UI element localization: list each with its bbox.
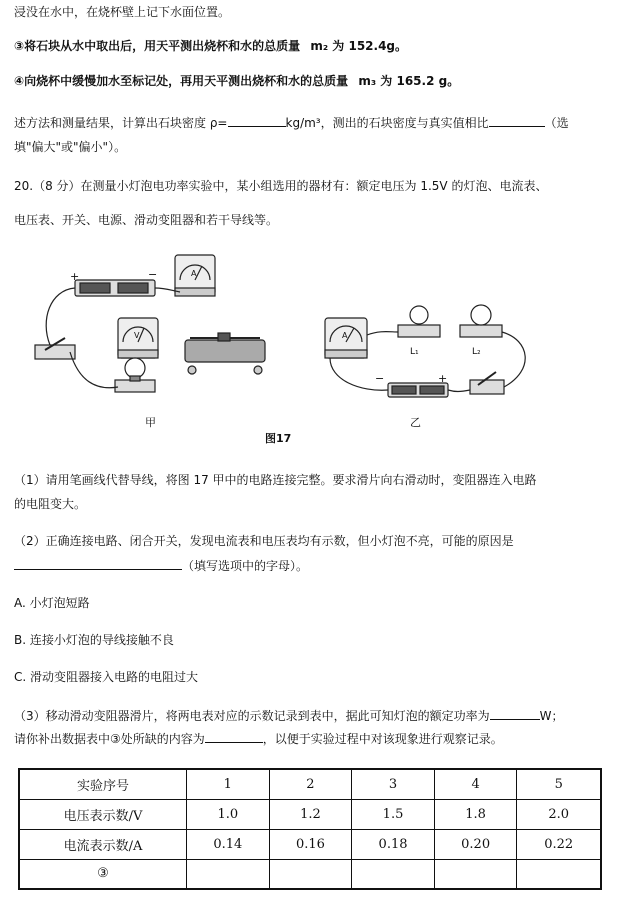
question-1-line2: 的电阻变大。 [14,497,87,511]
table-header-cell: 1 [187,769,270,799]
text-line-step4 [14,73,459,89]
label-l1: L₁ [410,347,419,357]
table-header-cell: 3 [352,769,435,799]
option-b: B. 连接小灯泡的导线接触不良 [14,633,174,647]
ammeter-letter-yi: A [342,331,348,340]
density-unit-compare: kg/m³，测出的石块密度与真实值相比 [285,116,489,130]
table-row [19,859,601,889]
density-suffix: （选 [544,116,569,130]
table-cell: 0.20 [434,829,517,859]
density-prefix: 述方法和测量结果，计算出石块密度 ρ= [14,116,228,130]
question-2-line1: （2）正确连接电路、闭合开关，发现电流表和电压表均有示数，但小灯泡不亮，可能的原因是 [14,534,514,548]
question-3-line2 [14,730,503,747]
table-cell: 0.14 [187,829,270,859]
table-header-cell: 4 [434,769,517,799]
question-20-line1: 20.（8 分）在测量小灯泡电功率实验中，某小组选用的器材有：额定电压为 1.5V 的灯泡、电流表、 [14,179,548,193]
battery-yi [388,383,448,397]
switch-yi [470,372,504,394]
table-cell: 0.18 [352,829,435,859]
table-cell: 2.0 [517,799,601,829]
step4-value: m₃ 为 165.2 g。 [358,74,460,88]
text-line-density [14,114,569,131]
power-unit: W； [539,709,564,723]
bulb-l2-yi [460,305,502,337]
table-row [19,829,601,859]
missing-content-blank[interactable] [205,730,263,743]
table-cell[interactable] [187,859,270,889]
battery-jia [75,280,155,296]
table-cell: ③ [19,859,187,889]
question-3-text: （3）移动滑动变阻器滑片，将两电表对应的示数记录到表中，据此可知灯泡的额定功率为 [14,709,490,723]
switch-jia [35,338,75,359]
figure-label-jia: 甲 [145,416,156,429]
question-3-line1 [14,707,564,724]
circuit-figure-17 [30,250,590,450]
figure-caption: 图17 [265,432,292,445]
question-2-blank[interactable] [14,557,182,570]
table-row [19,799,601,829]
table-header-cell: 2 [269,769,352,799]
table-header-cell: 5 [517,769,601,799]
figure-label-yi: 乙 [410,416,421,429]
battery-minus-jia: − [148,268,158,281]
ammeter-letter-jia: A [191,269,197,278]
step3-text: ③将石块从水中取出后，用天平测出烧杯和水的总质量 [14,39,301,53]
text-line-step3 [14,38,407,54]
table-cell: 1.8 [434,799,517,829]
bulb-jia [115,358,155,392]
table-cell: 0.16 [269,829,352,859]
table-cell: 电压表示数/V [19,799,187,829]
text-line-choose: 填"偏大"或"偏小"）。 [14,140,127,154]
option-c: C. 滑动变阻器接入电路的电阻过大 [14,670,199,684]
table-cell: 1.0 [187,799,270,829]
table-cell[interactable] [434,859,517,889]
power-blank[interactable] [490,707,540,720]
label-l2: L₂ [472,347,481,357]
battery-minus-yi: − [375,372,385,385]
question-1-line1: （1）请用笔画线代替导线，将图 17 甲中的电路连接完整。要求滑片向右滑动时，变阻器连入电路 [14,473,537,487]
table-cell[interactable] [352,859,435,889]
rheostat-jia [185,333,265,374]
question-2-line2 [14,557,308,574]
table-cell[interactable] [269,859,352,889]
question-2-hint: （填写选项中的字母）。 [182,559,309,573]
question-3-text3: ，以便于实验过程中对该现象进行观察记录。 [262,732,503,746]
step3-value: m₂ 为 152.4g。 [310,39,408,53]
table-cell: 电流表示数/A [19,829,187,859]
question-3-text2: 请你补出数据表中③处所缺的内容为 [14,732,205,746]
density-blank[interactable] [228,114,286,127]
text-line-1: 浸没在水中，在烧杯壁上记下水面位置。 [14,5,231,19]
option-a: A. 小灯泡短路 [14,596,90,610]
voltmeter-letter-jia: V [134,331,140,340]
table-cell: 1.5 [352,799,435,829]
question-20-line2: 电压表、开关、电源、滑动变阻器和若干导线等。 [14,213,279,227]
table-cell: 0.22 [517,829,601,859]
data-table [18,768,602,890]
step4-text: ④向烧杯中缓慢加水至标记处，再用天平测出烧杯和水的总质量 [14,74,349,88]
battery-plus-jia: + [70,270,80,283]
table-header-cell: 实验序号 [19,769,187,799]
compare-blank[interactable] [489,114,545,127]
table-cell: 1.2 [269,799,352,829]
table-cell[interactable] [517,859,601,889]
battery-plus-yi: + [438,372,448,385]
bulb-l1-yi [398,306,440,337]
table-header-row [19,769,601,799]
